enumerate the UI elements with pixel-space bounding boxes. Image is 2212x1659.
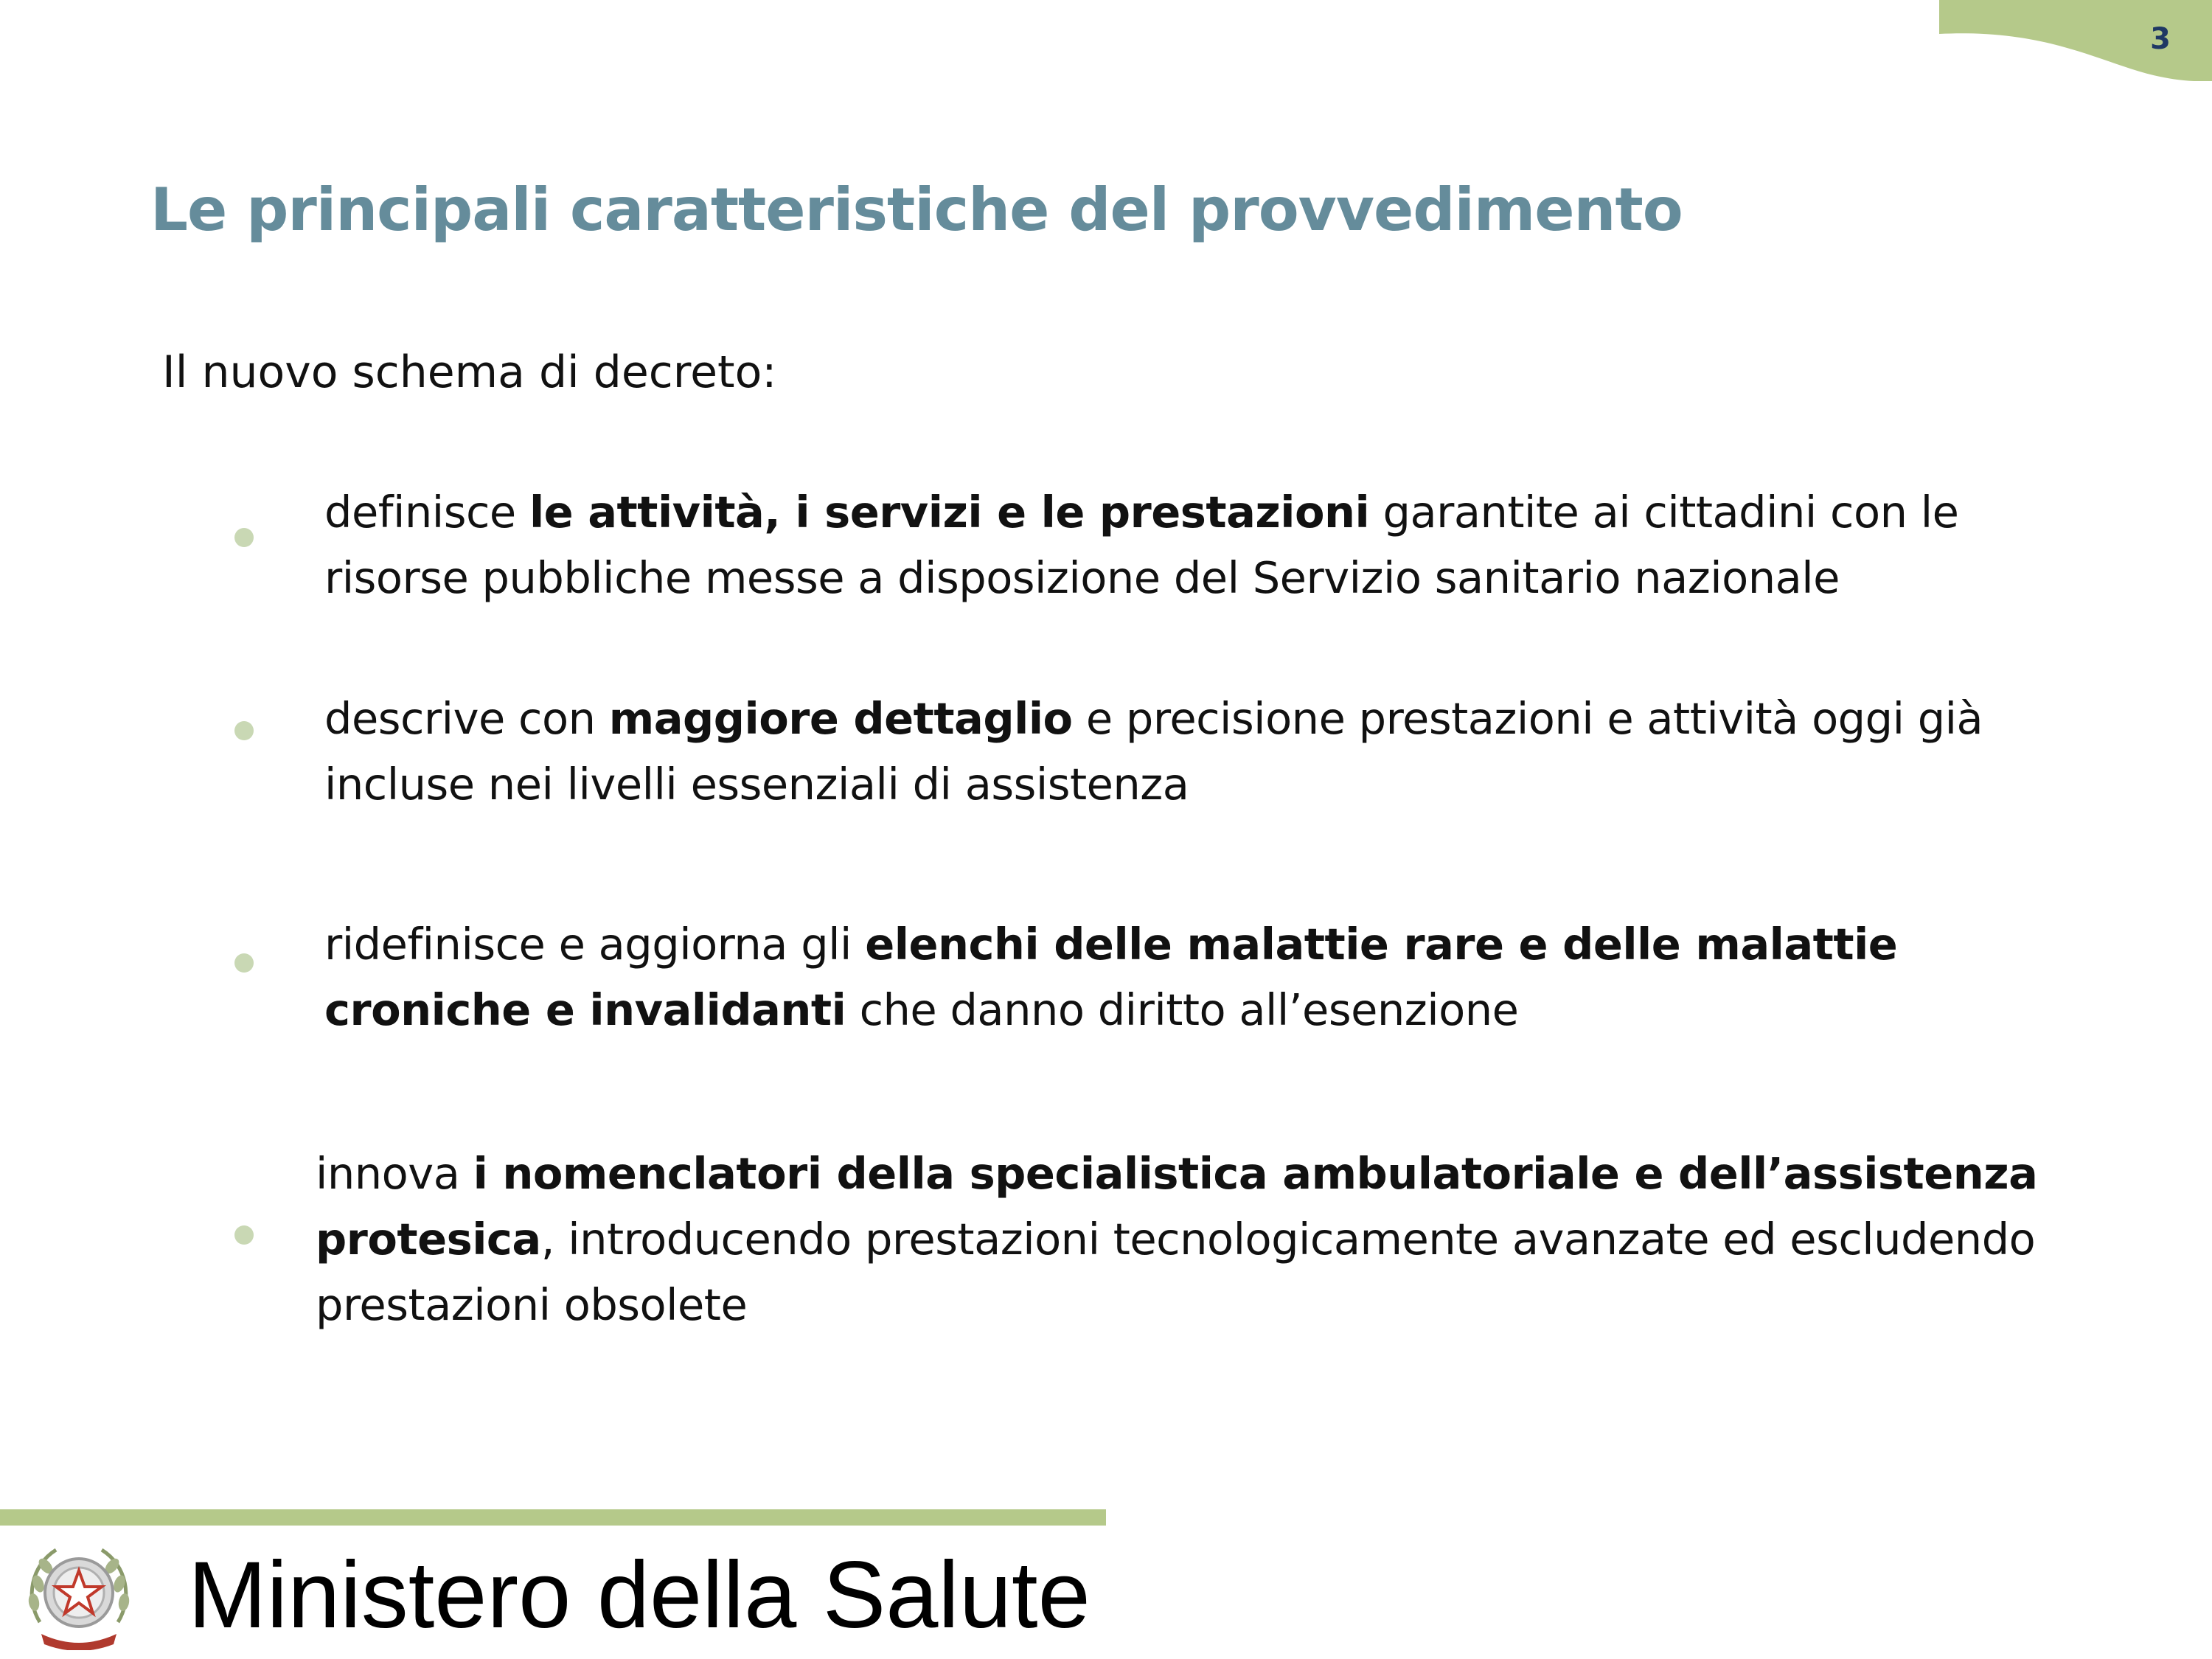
intro-text: Il nuovo schema di decreto: bbox=[162, 347, 777, 398]
bullet-dot-icon bbox=[234, 953, 254, 973]
italian-republic-emblem-icon bbox=[25, 1540, 133, 1650]
page-number: 3 bbox=[2150, 22, 2171, 56]
bullet-text: definisce le attività, i servizi e le prestazioni garantite ai cittadini con le risorse pubbliche messe a disposizione del Servizio sanitario nazionale bbox=[324, 487, 1959, 603]
slide-title: Le principali caratteristiche del provvedimento bbox=[150, 175, 1683, 244]
bullet-dot-icon bbox=[234, 721, 254, 740]
bullet-text: descrive con maggiore dettaglio e precisione prestazioni e attività oggi già incluse nei livelli essenziali di assistenza bbox=[324, 693, 1983, 810]
ministry-name: Ministero della Salute bbox=[188, 1543, 1091, 1648]
bullet-dot-icon bbox=[234, 528, 254, 547]
bullet-dot-icon bbox=[234, 1225, 254, 1245]
footer-divider bbox=[0, 1509, 1106, 1526]
bullet-text: ridefinisce e aggiorna gli elenchi delle malattie rare e delle malattie croniche e invalidanti che danno diritto all’esenzione bbox=[324, 919, 1898, 1035]
bullet-text: innova i nomenclatori della specialistica ambulatoriale e dell’assistenza protesica, introducendo prestazioni tecnologicamente avanzate ed escludendo prestazioni obsolete bbox=[316, 1148, 2038, 1330]
